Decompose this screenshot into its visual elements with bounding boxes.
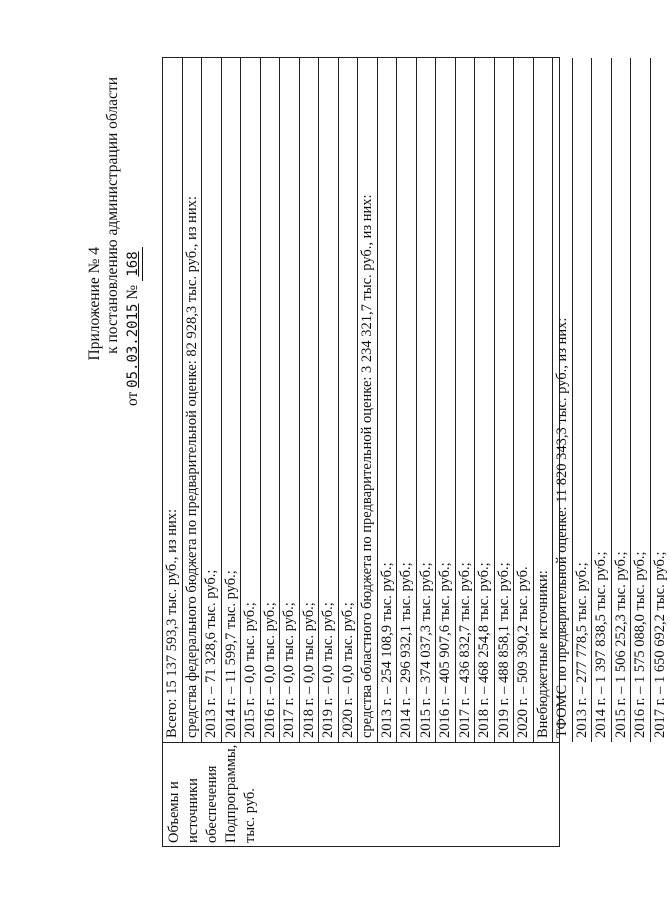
table-row: 2014 г. – 11 599,7 тыс. руб.;: [222, 58, 242, 742]
table-row: Всего: 15 137 593,3 тыс. руб., из них:: [163, 58, 183, 742]
date-prefix: от: [124, 391, 141, 407]
table-row: 2017 г. – 1 650 692,2 тыс. руб.;: [651, 551, 668, 738]
table-row: ТФОМС по предварительной оценке: 11 820 343,3 тыс. руб., из них:: [553, 58, 573, 742]
table-row: средства областного бюджета по предварительной оценке: 3 234 321,7 тыс. руб., из них:: [358, 58, 378, 742]
table-row: 2013 г. – 277 778,5 тыс. руб.;: [573, 58, 593, 742]
table-row: 2015 г. – 0,0 тыс. руб.;: [241, 58, 261, 742]
table-row: 2013 г. – 71 328,6 тыс. руб.;: [202, 58, 222, 742]
table-row: 2015 г. – 1 506 252,3 тыс. руб.;: [612, 58, 632, 742]
table-row: 2019 г. – 0,0 тыс. руб.;: [319, 58, 339, 742]
table-row: 2020 г. – 509 390,2 тыс. руб.: [514, 58, 534, 742]
table-row: 2018 г. – 0,0 тыс. руб.;: [300, 58, 320, 742]
funding-label-cell: Объемы и источники обеспечения Подпрограммы, тыс. руб.: [163, 742, 559, 846]
number-prefix: №: [124, 284, 141, 300]
funding-table: [162, 57, 668, 847]
table-row: Внебюджетные источники:: [534, 58, 554, 742]
table-row: 2017 г. – 436 832,7 тыс. руб.;: [456, 58, 476, 742]
annex-subtitle: к постановлению администрации области: [104, 77, 121, 354]
table-row: 2014 г. – 296 932,1 тыс. руб.;: [397, 58, 417, 742]
table-row: 2016 г. – 405 907,6 тыс. руб.;: [436, 58, 456, 742]
table-row: 2017 г. – 0,0 тыс. руб.;: [280, 58, 300, 742]
table-row: 2016 г. – 1 575 088,0 тыс. руб.;: [631, 58, 651, 742]
table-row: 2015 г. – 374 037,3 тыс. руб.;: [417, 58, 437, 742]
table-row: 2019 г. – 488 858,1 тыс. руб.;: [495, 58, 515, 742]
document-page: [80, 57, 668, 847]
annex-date-line: [124, 247, 143, 406]
table-row: 2014 г. – 1 397 838,5 тыс. руб.;: [592, 58, 612, 742]
number-value: 168: [124, 247, 143, 281]
table-row: 2018 г. – 468 254,8 тыс. руб.;: [475, 58, 495, 742]
table-row: 2016 г. – 0,0 тыс. руб.;: [261, 58, 281, 742]
table-row: 2020 г. – 0,0 тыс. руб.;: [339, 58, 359, 742]
funding-rows: [163, 58, 668, 742]
table-row: 2013 г. – 254 108,9 тыс. руб.;: [378, 58, 398, 742]
annex-header: [80, 57, 164, 847]
annex-title: Приложение № 4: [86, 247, 103, 361]
date-value: 05.03.2015: [125, 303, 141, 388]
table-row: средства федерального бюджета по предварительной оценке: 82 928,3 тыс. руб., из них:: [183, 58, 203, 742]
